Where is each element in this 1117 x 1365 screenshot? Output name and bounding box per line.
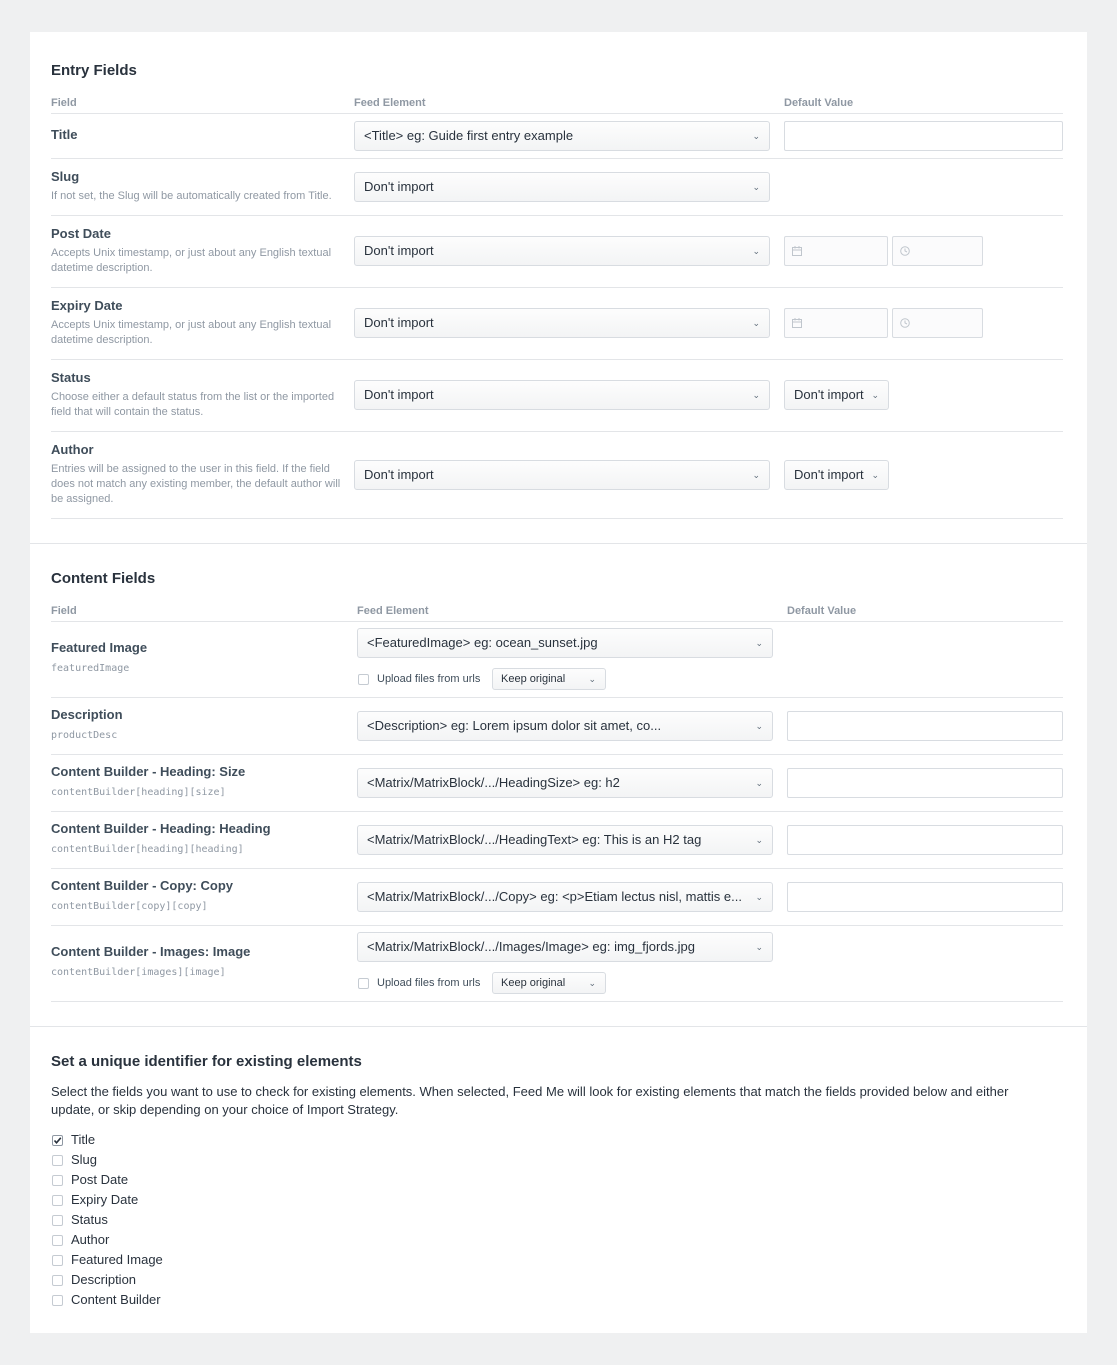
slug-feed-select[interactable] (354, 172, 770, 202)
unique-label: Slug (71, 1152, 98, 1167)
copy-default-input[interactable] (787, 882, 1063, 912)
unique-label: Status (71, 1212, 108, 1227)
calendar-icon (792, 246, 802, 256)
unique-heading: Set a unique identifier for existing elements (51, 1053, 362, 1070)
divider (51, 113, 1063, 114)
select-value: Don't import (364, 387, 434, 402)
divider (51, 811, 1063, 812)
images-upload-checkbox[interactable] (358, 978, 369, 989)
headingtext-default-input[interactable] (787, 825, 1063, 855)
field-images-name: Content Builder - Images: Image (51, 944, 251, 959)
unique-checkbox-content-builder[interactable] (52, 1295, 63, 1306)
chevron-down-icon: ⌄ (871, 470, 879, 480)
expirydate-time-input[interactable] (892, 308, 983, 338)
field-author-desc: Entries will be assigned to the user in this field. If the field does not match any existing member, the default author will be assigned. (51, 463, 341, 505)
select-value: Keep original (501, 977, 566, 989)
author-feed-select[interactable] (354, 460, 770, 490)
field-images-handle: contentBuilder[images][image] (51, 967, 226, 978)
unique-checkbox-author[interactable] (52, 1235, 63, 1246)
chevron-down-icon: ⌄ (752, 390, 760, 400)
unique-checkbox-status[interactable] (52, 1215, 63, 1226)
headingsize-feed-select[interactable] (357, 768, 773, 798)
field-headingsize-handle: contentBuilder[heading][size] (51, 787, 226, 798)
select-value: <Matrix/MatrixBlock/.../Images/Image> eg: img_fjords.jpg (367, 939, 696, 954)
copy-feed-select[interactable] (357, 882, 773, 912)
select-value: <Title> eg: Guide first entry example (364, 128, 574, 143)
select-value: <Matrix/MatrixBlock/.../Copy> eg: <p>Etiam lectus nisl, mattis e... (367, 889, 742, 904)
divider (51, 925, 1063, 926)
postdate-time-input[interactable] (892, 236, 983, 266)
select-value: <FeaturedImage> eg: ocean_sunset.jpg (367, 635, 598, 650)
postdate-feed-select[interactable] (354, 236, 770, 266)
field-expirydate-name: Expiry Date (51, 298, 123, 313)
entry-col-feed: Feed Element (354, 97, 426, 109)
field-featuredimage-handle: featuredImage (51, 663, 130, 674)
images-feed-select[interactable] (357, 932, 773, 962)
chevron-down-icon: ⌄ (755, 835, 763, 845)
unique-label: Post Date (71, 1172, 129, 1187)
unique-checkbox-expiry-date[interactable] (52, 1195, 63, 1206)
divider (51, 518, 1063, 519)
clock-icon (900, 246, 910, 256)
field-slug-name: Slug (51, 169, 80, 184)
select-value: <Matrix/MatrixBlock/.../HeadingText> eg: This is an H2 tag (367, 832, 702, 847)
checkmark-icon (53, 1136, 62, 1145)
expirydate-feed-select[interactable] (354, 308, 770, 338)
featuredimage-upload-label: Upload files from urls (377, 673, 481, 685)
select-value: Don't import (364, 315, 434, 330)
unique-checkbox-featured-image[interactable] (52, 1255, 63, 1266)
field-title-name: Title (51, 127, 78, 142)
chevron-down-icon: ⌄ (752, 182, 760, 192)
select-value: <Description> eg: Lorem ipsum dolor sit amet, co... (367, 718, 662, 733)
clock-icon (900, 318, 910, 328)
field-status-name: Status (51, 370, 91, 385)
featuredimage-feed-select[interactable] (357, 628, 773, 658)
select-value: Keep original (501, 673, 566, 685)
divider (51, 215, 1063, 216)
select-value: <Matrix/MatrixBlock/.../HeadingSize> eg: h2 (367, 775, 620, 790)
unique-checkbox-slug[interactable] (52, 1155, 63, 1166)
unique-checkbox-title[interactable] (52, 1135, 63, 1146)
unique-description: Select the fields you want to use to check for existing elements. When selected, Feed Me will look for existing elements that match the fields provided below and either update, or skip depending on your choice of Import Strategy. (51, 1084, 1009, 1117)
chevron-down-icon: ⌄ (752, 470, 760, 480)
postdate-date-input[interactable] (784, 236, 888, 266)
chevron-down-icon: ⌄ (755, 942, 763, 952)
title-default-input[interactable] (784, 121, 1063, 151)
unique-label: Title (71, 1132, 96, 1147)
calendar-icon (792, 318, 802, 328)
entry-col-default: Default Value (784, 97, 854, 109)
content-col-field: Field (51, 605, 77, 617)
unique-label: Expiry Date (71, 1192, 139, 1207)
select-value: Don't import (794, 467, 864, 482)
status-default-select[interactable] (784, 380, 889, 410)
divider (51, 158, 1063, 159)
status-feed-select[interactable] (354, 380, 770, 410)
chevron-down-icon: ⌄ (588, 978, 596, 988)
chevron-down-icon: ⌄ (755, 638, 763, 648)
field-headingtext-handle: contentBuilder[heading][heading] (51, 844, 244, 855)
content-col-default: Default Value (787, 605, 857, 617)
chevron-down-icon: ⌄ (588, 674, 596, 684)
divider (51, 359, 1063, 360)
unique-label: Content Builder (71, 1292, 161, 1307)
section-divider (30, 543, 1087, 544)
entry-fields-heading: Entry Fields (51, 62, 137, 79)
divider (51, 287, 1063, 288)
field-headingtext-name: Content Builder - Heading: Heading (51, 821, 271, 836)
chevron-down-icon: ⌄ (752, 246, 760, 256)
chevron-down-icon: ⌄ (755, 721, 763, 731)
field-copy-name: Content Builder - Copy: Copy (51, 878, 233, 893)
author-default-select[interactable] (784, 460, 889, 490)
unique-label: Author (71, 1232, 110, 1247)
divider (51, 1001, 1063, 1002)
divider (51, 621, 1063, 622)
field-author-name: Author (51, 442, 94, 457)
field-copy-handle: contentBuilder[copy][copy] (51, 901, 208, 912)
divider (51, 431, 1063, 432)
description-feed-select[interactable] (357, 711, 773, 741)
unique-checkbox-description[interactable] (52, 1275, 63, 1286)
select-value: Don't import (364, 467, 434, 482)
field-postdate-name: Post Date (51, 226, 111, 241)
description-default-input[interactable] (787, 711, 1063, 741)
divider (51, 868, 1063, 869)
select-value: Don't import (364, 179, 434, 194)
images-upload-label: Upload files from urls (377, 977, 481, 989)
field-expirydate-desc: Accepts Unix timestamp, or just about any English textual datetime description. (51, 319, 332, 346)
field-headingsize-name: Content Builder - Heading: Size (51, 764, 246, 779)
content-col-feed: Feed Element (357, 605, 429, 617)
chevron-down-icon: ⌄ (871, 390, 879, 400)
field-slug-desc: If not set, the Slug will be automatically created from Title. (51, 190, 332, 202)
title-feed-select[interactable] (354, 121, 770, 151)
headingtext-feed-select[interactable] (357, 825, 773, 855)
chevron-down-icon: ⌄ (755, 892, 763, 902)
entry-col-field: Field (51, 97, 77, 109)
content-fields-heading: Content Fields (51, 570, 156, 587)
divider (51, 697, 1063, 698)
select-value: Don't import (794, 387, 864, 402)
divider (51, 754, 1063, 755)
headingsize-default-input[interactable] (787, 768, 1063, 798)
chevron-down-icon: ⌄ (752, 318, 760, 328)
unique-label: Description (71, 1272, 137, 1287)
featuredimage-keep-select[interactable] (492, 668, 606, 690)
unique-checkbox-post-date[interactable] (52, 1175, 63, 1186)
chevron-down-icon: ⌄ (755, 778, 763, 788)
field-description-name: Description (51, 707, 123, 722)
settings-panel (30, 32, 1087, 1333)
expirydate-date-input[interactable] (784, 308, 888, 338)
section-divider (30, 1026, 1087, 1027)
field-status-desc: Choose either a default status from the list or the imported field that will contain the status. (51, 391, 335, 418)
unique-label: Featured Image (71, 1252, 163, 1267)
field-description-handle: productDesc (51, 730, 118, 741)
field-featuredimage-name: Featured Image (51, 640, 148, 655)
images-keep-select[interactable] (492, 972, 606, 994)
select-value: Don't import (364, 243, 434, 258)
field-postdate-desc: Accepts Unix timestamp, or just about any English textual datetime description. (51, 247, 332, 274)
chevron-down-icon: ⌄ (752, 131, 760, 141)
featuredimage-upload-checkbox[interactable] (358, 674, 369, 685)
